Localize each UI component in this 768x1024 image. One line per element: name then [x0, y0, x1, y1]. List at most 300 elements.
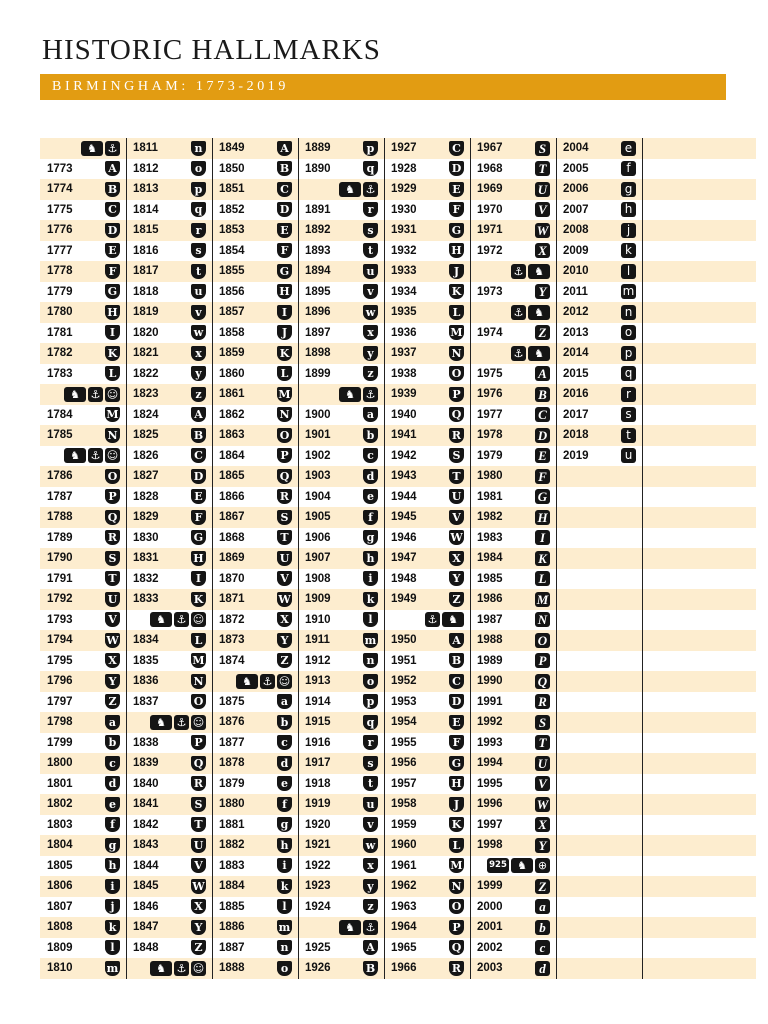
hallmark-cell — [470, 753, 556, 774]
hallmark-cell — [298, 692, 384, 713]
date-letter-mark: K — [449, 817, 464, 832]
hallmark-cell — [40, 446, 126, 467]
date-letter-mark: d — [535, 961, 550, 976]
hallmark-cell — [126, 917, 212, 938]
year-label: 1919 — [305, 798, 331, 810]
date-letter-mark: L — [105, 366, 120, 381]
mark-group — [362, 304, 378, 320]
hallmark-cell — [212, 897, 298, 918]
date-letter-mark: f — [277, 797, 292, 812]
anchor-mark-icon: ⚓ — [511, 264, 526, 279]
year-label: 2013 — [563, 326, 589, 339]
mark-group — [190, 304, 206, 320]
date-letter-mark: G — [535, 489, 550, 504]
hallmark-cell — [384, 343, 470, 364]
date-letter-mark: O — [191, 694, 206, 709]
year-label: 1945 — [391, 511, 417, 523]
hallmark-cell — [126, 179, 212, 200]
mark-group — [337, 181, 378, 197]
hallmark-cell — [298, 774, 384, 795]
mark-group — [148, 714, 206, 730]
date-letter-mark: H — [535, 510, 550, 525]
hallmark-cell — [298, 282, 384, 303]
hallmark-cell — [298, 548, 384, 569]
hallmark-cell — [556, 179, 642, 200]
year-label: 1801 — [47, 777, 73, 790]
date-letter-mark: n — [277, 940, 292, 955]
mark-group — [534, 222, 550, 238]
hallmark-cell — [126, 302, 212, 323]
hallmark-cell — [40, 179, 126, 200]
date-letter-mark: v — [363, 817, 378, 832]
date-letter-mark: I — [535, 530, 550, 545]
mark-group — [190, 222, 206, 238]
date-letter-mark: H — [449, 243, 464, 258]
date-letter-mark: L — [449, 838, 464, 853]
year-label: 1902 — [305, 449, 331, 462]
date-letter-mark: p — [363, 694, 378, 709]
hallmark-cell — [556, 446, 642, 467]
hallmark-cell — [384, 241, 470, 262]
date-letter-mark: n — [621, 305, 636, 320]
mark-group — [362, 878, 378, 894]
year-label: 1984 — [477, 552, 503, 564]
lion-passant-mark-icon: ♞ — [339, 387, 361, 402]
hallmark-cell — [40, 651, 126, 672]
mark-group — [190, 530, 206, 546]
year-label: 1998 — [477, 839, 503, 851]
hallmark-cell — [384, 159, 470, 180]
year-label: 1882 — [219, 839, 245, 851]
mark-group — [190, 796, 206, 812]
hallmark-cell — [298, 733, 384, 754]
date-letter-mark: x — [363, 858, 378, 873]
date-letter-mark: Q — [449, 407, 464, 422]
mark-group — [276, 468, 292, 484]
date-letter-mark: D — [449, 161, 464, 176]
date-letter-mark: H — [449, 776, 464, 791]
hallmark-cell — [384, 692, 470, 713]
year-label: 1929 — [391, 183, 417, 195]
hallmark-cell — [470, 425, 556, 446]
hallmark-cell — [298, 815, 384, 836]
year-label: 1817 — [133, 265, 159, 277]
hallmark-cell — [212, 835, 298, 856]
year-label: 1890 — [305, 162, 331, 175]
hallmark-cell — [40, 405, 126, 426]
date-letter-mark: M — [536, 591, 549, 607]
hallmark-cell — [40, 733, 126, 754]
hallmark-cell — [212, 753, 298, 774]
mark-group — [362, 796, 378, 812]
mark-group — [276, 407, 292, 423]
year-label: 1952 — [391, 675, 417, 687]
date-letter-mark: J — [449, 264, 464, 279]
year-label: 1778 — [47, 265, 73, 277]
hallmark-cell — [212, 364, 298, 385]
hallmark-cell — [470, 302, 556, 323]
year-label: 1821 — [133, 347, 159, 359]
mark-group — [276, 304, 292, 320]
date-letter-mark: U — [191, 838, 206, 853]
year-label: 1834 — [133, 634, 159, 646]
hallmark-cell — [212, 528, 298, 549]
date-letter-mark: G — [449, 223, 464, 238]
hallmark-cell — [126, 405, 212, 426]
mark-group — [104, 509, 120, 525]
mark-group — [362, 325, 378, 341]
mark-group — [190, 140, 206, 156]
year-label: 1847 — [133, 921, 159, 933]
hallmark-cell — [384, 876, 470, 897]
date-letter-mark: m — [364, 633, 377, 647]
hallmark-cell — [470, 487, 556, 508]
date-letter-mark: R — [449, 428, 464, 443]
mark-group — [362, 858, 378, 874]
date-letter-mark: c — [277, 735, 292, 750]
year-label: 2016 — [563, 388, 589, 400]
date-letter-mark: T — [191, 817, 206, 832]
hallmark-cell — [384, 569, 470, 590]
mark-group — [534, 530, 550, 546]
hallmark-cell — [556, 364, 642, 385]
date-letter-mark: E — [535, 448, 550, 463]
year-label: 1883 — [219, 859, 245, 872]
mark-group — [362, 345, 378, 361]
year-label: 1880 — [219, 798, 245, 810]
mark-group — [104, 837, 120, 853]
hallmark-cell — [298, 876, 384, 897]
year-label: 1913 — [305, 675, 331, 687]
mark-group — [276, 817, 292, 833]
year-label: 1932 — [391, 244, 417, 257]
year-label: 1924 — [305, 900, 331, 913]
date-letter-mark: P — [191, 735, 206, 750]
date-letter-mark: w — [363, 305, 378, 320]
date-letter-mark: m — [278, 920, 291, 934]
hallmark-cell — [384, 835, 470, 856]
hallmark-cell — [384, 815, 470, 836]
year-label: 1788 — [47, 511, 73, 523]
mark-group — [104, 468, 120, 484]
hallmark-cell — [212, 179, 298, 200]
hallmark-cell — [384, 487, 470, 508]
mark-group — [190, 837, 206, 853]
year-label: 2011 — [563, 285, 588, 298]
mark-group — [448, 509, 464, 525]
year-label: 1915 — [305, 716, 331, 728]
year-label: 1835 — [133, 654, 159, 667]
date-letter-mark: V — [277, 571, 292, 586]
hallmark-cell — [40, 753, 126, 774]
hallmark-cell — [298, 753, 384, 774]
mark-group — [104, 304, 120, 320]
year-label: 1866 — [219, 490, 245, 503]
mark-group — [276, 284, 292, 300]
sovereign-head-mark-icon: ☺ — [106, 449, 119, 462]
hallmark-cell — [556, 302, 642, 323]
mark-group — [534, 940, 550, 956]
hallmark-cell — [40, 528, 126, 549]
year-label: 1931 — [391, 224, 417, 236]
mark-group — [148, 612, 206, 628]
hallmark-cell — [384, 753, 470, 774]
date-letter-mark: L — [277, 366, 292, 381]
year-label: 1930 — [391, 203, 417, 216]
mark-group — [509, 304, 550, 320]
year-label: 1816 — [133, 244, 159, 257]
date-letter-mark: k — [621, 243, 636, 258]
date-letter-mark: M — [450, 326, 463, 339]
hallmark-cell — [556, 200, 642, 221]
date-letter-mark: q — [621, 366, 636, 381]
hallmark-cell — [40, 938, 126, 959]
hallmark-cell — [470, 405, 556, 426]
anchor-mark-icon: ⚓ — [174, 612, 189, 627]
year-label: 1799 — [47, 736, 73, 749]
year-label: 1907 — [305, 552, 331, 564]
mark-group — [448, 263, 464, 279]
mark-group — [104, 427, 120, 443]
hallmark-cell — [40, 774, 126, 795]
date-letter-mark: r — [363, 202, 378, 217]
date-letter-mark: O — [449, 899, 464, 914]
date-letter-mark: t — [363, 243, 378, 258]
year-label: 1943 — [391, 470, 417, 482]
date-letter-mark: N — [191, 674, 206, 689]
hallmark-cell — [298, 241, 384, 262]
sovereign-head-mark-icon: ☺ — [278, 674, 291, 688]
year-label: 1944 — [391, 490, 417, 503]
hallmark-cell — [384, 712, 470, 733]
date-letter-mark: S — [535, 715, 550, 730]
hallmark-cell — [298, 671, 384, 692]
year-label: 1949 — [391, 593, 417, 605]
mark-group — [104, 632, 120, 648]
hallmark-cell — [40, 384, 126, 405]
year-label: 1871 — [219, 593, 245, 605]
date-letter-mark: C — [449, 141, 464, 156]
mark-group — [190, 632, 206, 648]
date-letter-mark: F — [277, 243, 292, 258]
hallmark-cell — [556, 425, 642, 446]
mark-group — [276, 591, 292, 607]
year-label: 1881 — [219, 818, 245, 831]
year-label: 1899 — [305, 367, 331, 380]
hallmark-cell — [126, 589, 212, 610]
hallmark-cell — [212, 876, 298, 897]
date-letter-mark: M — [106, 408, 119, 421]
year-label: 1908 — [305, 572, 331, 585]
date-letter-mark: P — [535, 653, 550, 668]
hallmark-cell — [126, 692, 212, 713]
hallmark-cell — [470, 815, 556, 836]
mark-group — [448, 735, 464, 751]
hallmark-cell — [470, 856, 556, 877]
hallmark-cell — [212, 651, 298, 672]
hallmark-cell — [212, 630, 298, 651]
date-letter-mark: a — [363, 407, 378, 422]
year-label: 1982 — [477, 511, 503, 523]
year-label: 1819 — [133, 306, 159, 318]
lion-passant-mark-icon: ♞ — [64, 387, 86, 402]
mark-group — [104, 243, 120, 259]
year-label: 1887 — [219, 941, 245, 954]
mark-group — [276, 735, 292, 751]
mark-group — [104, 755, 120, 771]
year-label: 1912 — [305, 654, 331, 667]
date-letter-mark: T — [535, 161, 550, 176]
date-letter-mark: K — [191, 592, 206, 607]
date-letter-mark: b — [277, 715, 292, 730]
mark-group — [104, 407, 120, 423]
date-letter-mark: Q — [535, 674, 550, 689]
mark-group — [104, 222, 120, 238]
mark-group — [104, 571, 120, 587]
hallmark-cell — [212, 794, 298, 815]
mark-group — [423, 612, 464, 628]
925-mark-icon: 925 — [487, 858, 509, 873]
mark-group — [276, 714, 292, 730]
hallmark-cell — [470, 692, 556, 713]
hallmark-cell — [212, 323, 298, 344]
year-label: 1868 — [219, 531, 245, 544]
date-letter-mark: A — [105, 161, 120, 176]
year-label: 1877 — [219, 736, 245, 749]
hallmark-cell — [298, 159, 384, 180]
date-letter-mark: g — [105, 838, 120, 853]
date-letter-mark: t — [621, 428, 636, 443]
date-letter-mark: Y — [105, 674, 120, 689]
lion-passant-mark-icon: ♞ — [339, 920, 361, 935]
hallmark-cell — [40, 835, 126, 856]
mark-group — [362, 243, 378, 259]
hallmark-cell — [384, 425, 470, 446]
date-letter-mark: K — [535, 551, 550, 566]
hallmark-cell — [298, 138, 384, 159]
date-letter-mark: r — [191, 223, 206, 238]
mark-group — [104, 919, 120, 935]
mark-group — [620, 407, 636, 423]
date-letter-mark: C — [449, 674, 464, 689]
hallmark-cell — [126, 466, 212, 487]
mark-group — [448, 694, 464, 710]
hallmark-cell — [126, 671, 212, 692]
year-label: 1916 — [305, 736, 331, 749]
date-letter-mark: e — [277, 776, 292, 791]
date-letter-mark: l — [105, 940, 120, 955]
date-letter-mark: g — [621, 182, 636, 197]
year-label: 1790 — [47, 552, 73, 564]
date-letter-mark: N — [277, 407, 292, 422]
mark-group — [190, 776, 206, 792]
hallmark-cell — [126, 528, 212, 549]
date-letter-mark: Y — [191, 920, 206, 935]
mark-group — [448, 366, 464, 382]
mark-group — [534, 653, 550, 669]
mark-group — [448, 325, 464, 341]
date-letter-mark: d — [105, 776, 120, 791]
year-label: 1873 — [219, 634, 245, 646]
hallmark-cell — [298, 323, 384, 344]
sovereign-head-mark-icon: ☺ — [192, 613, 205, 626]
hallmark-cell — [298, 179, 384, 200]
mark-group — [104, 591, 120, 607]
date-letter-mark: m — [622, 284, 635, 298]
year-label: 1977 — [477, 408, 503, 421]
mark-group — [448, 530, 464, 546]
hallmark-cell — [470, 958, 556, 979]
year-label: 1974 — [477, 326, 503, 339]
anchor-mark-icon: ⚓ — [363, 182, 378, 197]
mark-group — [276, 755, 292, 771]
year-label: 1885 — [219, 900, 245, 913]
mark-group — [362, 673, 378, 689]
year-label: 1851 — [219, 183, 245, 195]
mark-group — [534, 202, 550, 218]
year-label: 1798 — [47, 716, 73, 728]
mark-group — [276, 202, 292, 218]
date-letter-mark: U — [535, 182, 550, 197]
mark-group — [362, 407, 378, 423]
date-letter-mark: W — [106, 633, 119, 647]
year-label: 1776 — [47, 224, 73, 236]
year-label: 1818 — [133, 285, 159, 298]
date-letter-mark: G — [191, 530, 206, 545]
anchor-mark-icon: ⚓ — [511, 346, 526, 361]
year-label: 1793 — [47, 613, 73, 626]
mark-group — [190, 653, 206, 669]
mark-group — [448, 427, 464, 443]
date-letter-mark: k — [277, 879, 292, 894]
hallmark-cell — [40, 364, 126, 385]
mark-group — [276, 489, 292, 505]
date-letter-mark: U — [535, 756, 550, 771]
hallmark-cell — [212, 220, 298, 241]
mark-group — [534, 755, 550, 771]
year-label: 1786 — [47, 470, 73, 482]
mark-group — [276, 940, 292, 956]
hallmark-cell — [298, 425, 384, 446]
hallmark-cell — [40, 712, 126, 733]
hallmark-cell — [126, 138, 212, 159]
hallmark-cell — [384, 302, 470, 323]
year-label: 1861 — [219, 388, 245, 400]
year-label: 1935 — [391, 306, 417, 318]
date-letter-mark: C — [105, 202, 120, 217]
hallmark-cell — [126, 507, 212, 528]
date-letter-mark: d — [277, 756, 292, 771]
hallmark-cell — [40, 876, 126, 897]
mark-group — [190, 509, 206, 525]
hallmark-cell — [212, 548, 298, 569]
date-letter-mark: C — [191, 448, 206, 463]
mark-group — [362, 222, 378, 238]
hallmark-cell — [212, 261, 298, 282]
hallmark-cell — [126, 384, 212, 405]
lion-passant-mark-icon: ♞ — [528, 346, 550, 361]
date-letter-mark: C — [277, 182, 292, 197]
date-letter-mark: Q — [449, 940, 464, 955]
year-label: 1953 — [391, 695, 417, 708]
lion-passant-mark-icon: ♞ — [528, 305, 550, 320]
anchor-mark-icon: ⚓ — [260, 674, 275, 689]
hallmark-cell — [298, 794, 384, 815]
mark-group — [448, 550, 464, 566]
date-letter-mark: M — [192, 654, 205, 667]
date-letter-mark: E — [277, 223, 292, 238]
hallmark-cell — [126, 220, 212, 241]
